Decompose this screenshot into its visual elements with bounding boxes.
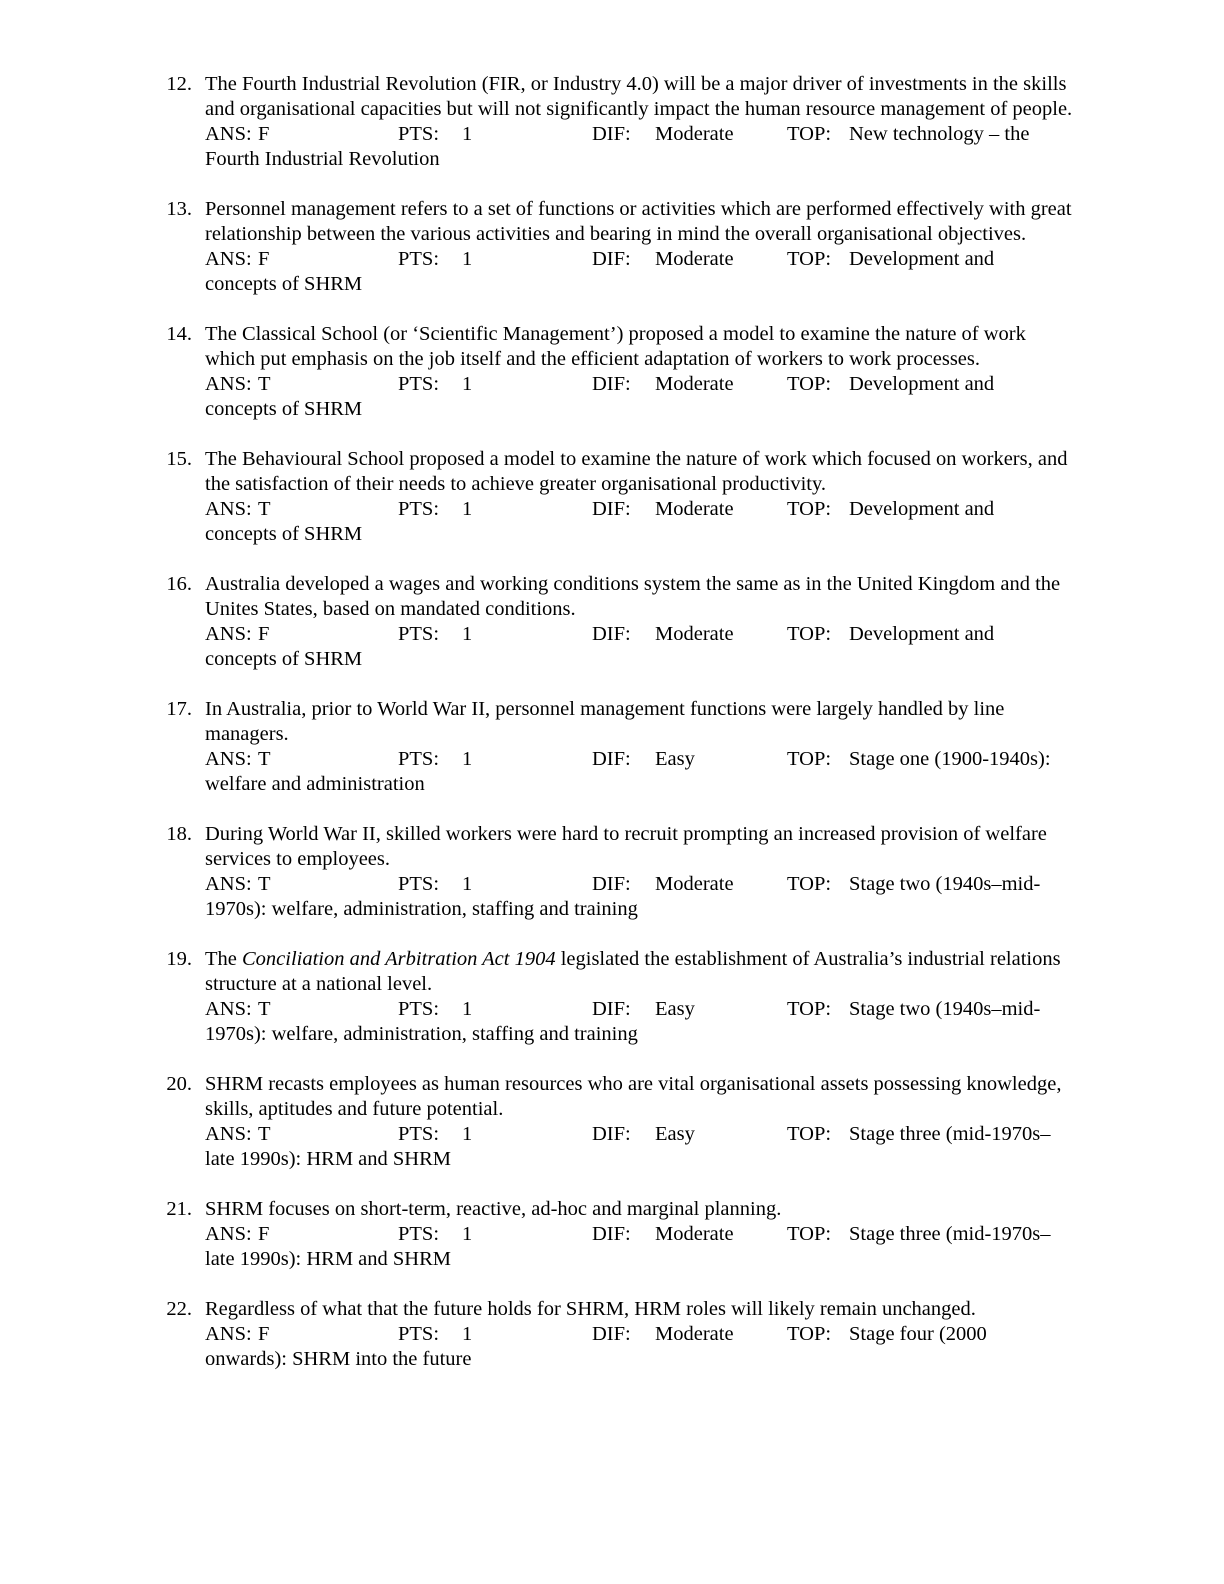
- top-label: TOP:: [787, 248, 832, 270]
- pts-label: PTS:: [398, 1323, 440, 1345]
- question-item: [0, 572, 1224, 672]
- answer-meta-row: [205, 247, 1075, 272]
- topic-continuation: 1970s): welfare, administration, staffing and training: [205, 1023, 638, 1045]
- ans-value: F: [258, 1323, 270, 1345]
- question-item: [0, 822, 1224, 922]
- question-number: 17.: [166, 698, 192, 720]
- dif-label: DIF:: [592, 248, 631, 270]
- top-value: New technology – the: [849, 123, 1030, 145]
- dif-label: DIF:: [592, 998, 631, 1020]
- top-label: TOP:: [787, 1323, 832, 1345]
- dif-value: Moderate: [655, 1223, 734, 1245]
- topic-continuation: late 1990s): HRM and SHRM: [205, 1148, 451, 1170]
- dif-label: DIF:: [592, 748, 631, 770]
- question-stem: The Fourth Industrial Revolution (FIR, or Industry 4.0) will be a major driver of investments in the skills and organisational capacities but will not significantly impact the human resource management of people.: [205, 73, 1073, 120]
- top-label: TOP:: [787, 998, 832, 1020]
- dif-value: Moderate: [655, 248, 734, 270]
- dif-label: DIF:: [592, 1123, 631, 1145]
- question-stem: Australia developed a wages and working conditions system the same as in the United Kingdom and the Unites States, based on mandated conditions.: [205, 573, 1061, 620]
- question-item: [0, 1197, 1224, 1272]
- question-item: [0, 1297, 1224, 1372]
- ans-label: ANS:: [205, 373, 252, 395]
- top-label: TOP:: [787, 123, 832, 145]
- top-label: TOP:: [787, 1123, 832, 1145]
- question-body: [205, 72, 1075, 172]
- topic-continuation: concepts of SHRM: [205, 273, 363, 295]
- question-item: [0, 197, 1224, 297]
- top-value: Development and: [849, 248, 995, 270]
- pts-value: 1: [462, 1223, 473, 1245]
- top-label: TOP:: [787, 498, 832, 520]
- top-value: Stage three (mid-1970s–: [849, 1123, 1051, 1145]
- question-number: 18.: [166, 823, 192, 845]
- top-value: Stage one (1900-1940s):: [849, 748, 1051, 770]
- answer-meta-row: [205, 747, 1075, 772]
- dif-value: Moderate: [655, 1323, 734, 1345]
- dif-value: Moderate: [655, 373, 734, 395]
- ans-label: ANS:: [205, 1323, 252, 1345]
- answer-meta-row: [205, 1322, 1075, 1347]
- pts-label: PTS:: [398, 123, 440, 145]
- pts-label: PTS:: [398, 1123, 440, 1145]
- answer-meta-row: [205, 1222, 1075, 1247]
- question-stem: SHRM recasts employees as human resources who are vital organisational assets possessing knowledge, skills, aptitudes and future potential.: [205, 1073, 1062, 1120]
- topic-continuation: concepts of SHRM: [205, 398, 363, 420]
- topic-continuation: welfare and administration: [205, 773, 425, 795]
- dif-label: DIF:: [592, 873, 631, 895]
- ans-label: ANS:: [205, 873, 252, 895]
- question-stem: The Behavioural School proposed a model to examine the nature of work which focused on workers, and the satisfaction of their needs to achieve greater organisational productivity.: [205, 448, 1068, 495]
- topic-continuation: concepts of SHRM: [205, 523, 363, 545]
- ans-label: ANS:: [205, 998, 252, 1020]
- answer-meta-row: [205, 497, 1075, 522]
- topic-continuation: 1970s): welfare, administration, staffing and training: [205, 898, 638, 920]
- dif-label: DIF:: [592, 1223, 631, 1245]
- pts-label: PTS:: [398, 248, 440, 270]
- top-label: TOP:: [787, 623, 832, 645]
- question-stem: SHRM focuses on short-term, reactive, ad-hoc and marginal planning.: [205, 1198, 782, 1220]
- pts-label: PTS:: [398, 498, 440, 520]
- ans-label: ANS:: [205, 1223, 252, 1245]
- pts-label: PTS:: [398, 1223, 440, 1245]
- dif-value: Easy: [655, 748, 695, 770]
- top-label: TOP:: [787, 748, 832, 770]
- ans-label: ANS:: [205, 1123, 252, 1145]
- top-value: Stage two (1940s–mid-: [849, 998, 1041, 1020]
- dif-value: Moderate: [655, 123, 734, 145]
- ans-label: ANS:: [205, 248, 252, 270]
- ans-label: ANS:: [205, 123, 252, 145]
- question-item: [0, 947, 1224, 1047]
- ans-value: T: [258, 498, 271, 520]
- pts-value: 1: [462, 873, 473, 895]
- answer-meta-row: [205, 622, 1075, 647]
- pts-value: 1: [462, 623, 473, 645]
- question-body: [205, 322, 1075, 422]
- stem-prefix: The: [205, 948, 242, 970]
- pts-label: PTS:: [398, 373, 440, 395]
- top-value: Development and: [849, 623, 995, 645]
- top-value: Development and: [849, 373, 995, 395]
- question-item: [0, 1072, 1224, 1172]
- ans-value: F: [258, 623, 270, 645]
- top-label: TOP:: [787, 873, 832, 895]
- pts-value: 1: [462, 998, 473, 1020]
- question-number: 14.: [166, 323, 192, 345]
- dif-label: DIF:: [592, 123, 631, 145]
- top-value: Development and: [849, 498, 995, 520]
- pts-value: 1: [462, 1323, 473, 1345]
- answer-meta-row: [205, 1122, 1075, 1147]
- answer-meta-row: [205, 872, 1075, 897]
- question-body: [205, 572, 1075, 672]
- pts-value: 1: [462, 248, 473, 270]
- ans-value: T: [258, 373, 271, 395]
- question-stem: [205, 947, 1075, 997]
- pts-label: PTS:: [398, 998, 440, 1020]
- top-value: Stage four (2000: [849, 1323, 987, 1345]
- ans-value: T: [258, 998, 271, 1020]
- question-number: 21.: [166, 1198, 192, 1220]
- question-list: [0, 72, 1224, 1397]
- top-value: Stage three (mid-1970s–: [849, 1223, 1051, 1245]
- pts-value: 1: [462, 123, 473, 145]
- topic-continuation: late 1990s): HRM and SHRM: [205, 1248, 451, 1270]
- question-body: [205, 947, 1075, 1047]
- question-stem: During World War II, skilled workers were hard to recruit prompting an increased provision of welfare services to employees.: [205, 823, 1047, 870]
- topic-continuation: onwards): SHRM into the future: [205, 1348, 472, 1370]
- ans-value: T: [258, 748, 271, 770]
- question-item: [0, 447, 1224, 547]
- dif-label: DIF:: [592, 498, 631, 520]
- question-body: [205, 822, 1075, 922]
- dif-label: DIF:: [592, 623, 631, 645]
- pts-label: PTS:: [398, 623, 440, 645]
- dif-value: Easy: [655, 998, 695, 1020]
- question-item: [0, 697, 1224, 797]
- top-value: Stage two (1940s–mid-: [849, 873, 1041, 895]
- pts-label: PTS:: [398, 873, 440, 895]
- dif-label: DIF:: [592, 1323, 631, 1345]
- ans-value: T: [258, 873, 271, 895]
- dif-value: Easy: [655, 1123, 695, 1145]
- question-number: 13.: [166, 198, 192, 220]
- act-title: Conciliation and Arbitration Act 1904: [242, 948, 556, 970]
- question-body: [205, 1297, 1075, 1372]
- question-stem: In Australia, prior to World War II, personnel management functions were largely handled by line managers.: [205, 698, 1005, 745]
- pts-value: 1: [462, 748, 473, 770]
- question-number: 20.: [166, 1073, 192, 1095]
- dif-value: Moderate: [655, 623, 734, 645]
- ans-value: F: [258, 248, 270, 270]
- dif-value: Moderate: [655, 498, 734, 520]
- question-item: [0, 322, 1224, 422]
- question-body: [205, 447, 1075, 547]
- answer-meta-row: [205, 997, 1075, 1022]
- question-body: [205, 697, 1075, 797]
- dif-value: Moderate: [655, 873, 734, 895]
- topic-continuation: concepts of SHRM: [205, 648, 363, 670]
- ans-label: ANS:: [205, 748, 252, 770]
- answer-meta-row: [205, 372, 1075, 397]
- ans-value: T: [258, 1123, 271, 1145]
- question-number: 12.: [166, 73, 192, 95]
- question-body: [205, 1072, 1075, 1172]
- dif-label: DIF:: [592, 373, 631, 395]
- pts-label: PTS:: [398, 748, 440, 770]
- pts-value: 1: [462, 373, 473, 395]
- stem-suffix: legislated the establishment of Australia’s industrial relations structure at a national level.: [205, 948, 1061, 995]
- ans-value: F: [258, 1223, 270, 1245]
- question-stem: Regardless of what that the future holds for SHRM, HRM roles will likely remain unchanged.: [205, 1298, 976, 1320]
- question-number: 16.: [166, 573, 192, 595]
- pts-value: 1: [462, 1123, 473, 1145]
- question-body: [205, 1197, 1075, 1272]
- ans-value: F: [258, 123, 270, 145]
- question-number: 19.: [166, 948, 192, 970]
- ans-label: ANS:: [205, 623, 252, 645]
- question-stem: The Classical School (or ‘Scientific Management’) proposed a model to examine the nature of work which put emphasis on the job itself and the efficient adaptation of workers to work processes.: [205, 323, 1026, 370]
- top-label: TOP:: [787, 373, 832, 395]
- pts-value: 1: [462, 498, 473, 520]
- question-stem: Personnel management refers to a set of functions or activities which are performed effectively with great relationship between the various activities and bearing in mind the overall organisational objectives.: [205, 198, 1072, 245]
- ans-label: ANS:: [205, 498, 252, 520]
- question-body: [205, 197, 1075, 297]
- question-item: [0, 72, 1224, 172]
- question-number: 15.: [166, 448, 192, 470]
- top-label: TOP:: [787, 1223, 832, 1245]
- answer-meta-row: [205, 122, 1075, 147]
- question-number: 22.: [166, 1298, 192, 1320]
- topic-continuation: Fourth Industrial Revolution: [205, 148, 440, 170]
